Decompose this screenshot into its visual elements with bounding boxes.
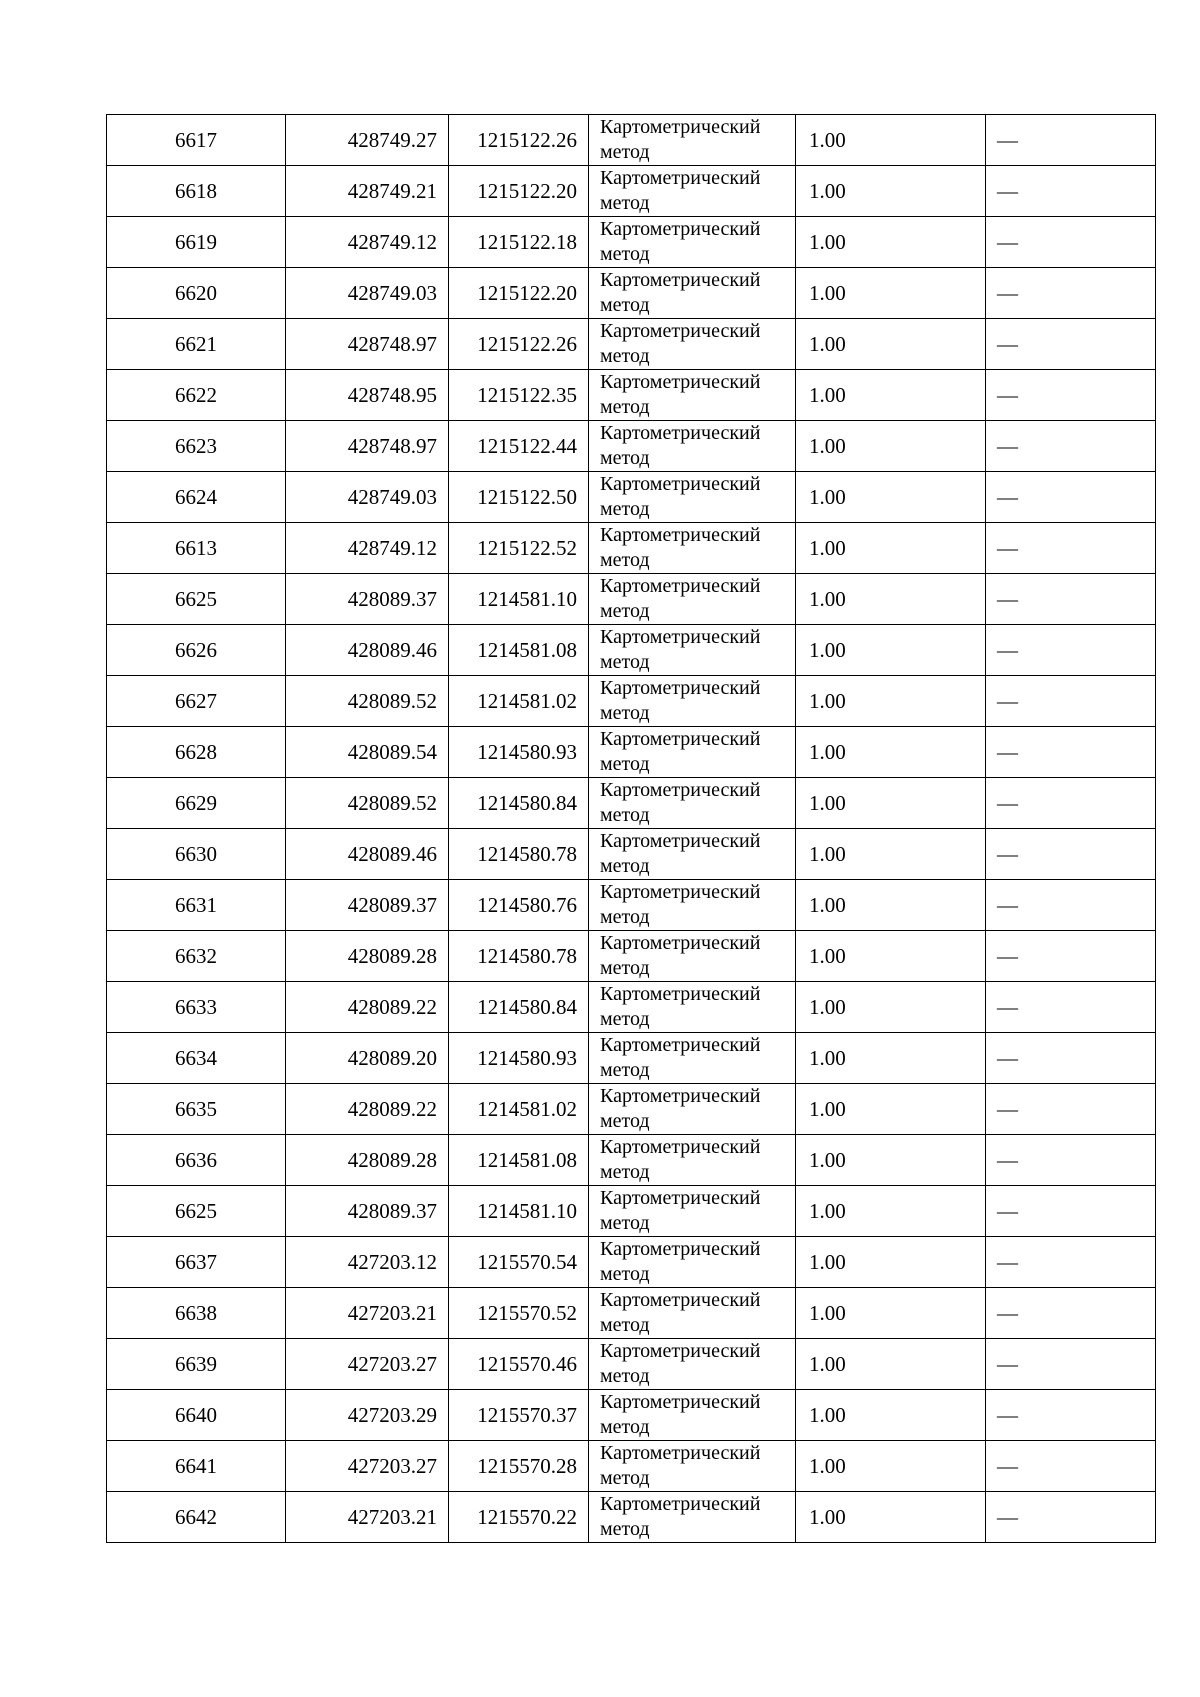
point-number-cell: 6633: [107, 982, 286, 1033]
point-number-cell: 6639: [107, 1339, 286, 1390]
accuracy-cell: 1.00: [796, 1186, 986, 1237]
method-cell: Картометрический метод: [589, 1288, 796, 1339]
point-number-cell: 6631: [107, 880, 286, 931]
y-coordinate-cell: 1214580.93: [449, 1033, 589, 1084]
coordinates-table: [106, 114, 1156, 1543]
description-cell: —: [986, 370, 1156, 421]
x-coordinate-cell: 427203.21: [286, 1288, 449, 1339]
point-number-cell: 6634: [107, 1033, 286, 1084]
y-coordinate-cell: 1214581.10: [449, 574, 589, 625]
table-row: [107, 727, 1156, 778]
y-coordinate-cell: 1215122.35: [449, 370, 589, 421]
y-coordinate-cell: 1215122.50: [449, 472, 589, 523]
description-cell: —: [986, 1492, 1156, 1543]
x-coordinate-cell: 427203.12: [286, 1237, 449, 1288]
accuracy-cell: 1.00: [796, 1441, 986, 1492]
table-row: [107, 931, 1156, 982]
x-coordinate-cell: 427203.29: [286, 1390, 449, 1441]
description-cell: —: [986, 574, 1156, 625]
x-coordinate-cell: 428748.97: [286, 319, 449, 370]
description-cell: —: [986, 1084, 1156, 1135]
description-cell: —: [986, 268, 1156, 319]
table-row: [107, 880, 1156, 931]
method-cell: Картометрический метод: [589, 523, 796, 574]
method-cell: Картометрический метод: [589, 1441, 796, 1492]
accuracy-cell: 1.00: [796, 982, 986, 1033]
point-number-cell: 6641: [107, 1441, 286, 1492]
y-coordinate-cell: 1214580.78: [449, 829, 589, 880]
table-row: [107, 676, 1156, 727]
y-coordinate-cell: 1214580.84: [449, 778, 589, 829]
x-coordinate-cell: 428089.46: [286, 625, 449, 676]
method-cell: Картометрический метод: [589, 319, 796, 370]
x-coordinate-cell: 428089.20: [286, 1033, 449, 1084]
accuracy-cell: 1.00: [796, 1237, 986, 1288]
y-coordinate-cell: 1215122.52: [449, 523, 589, 574]
method-cell: Картометрический метод: [589, 268, 796, 319]
table-row: [107, 1441, 1156, 1492]
point-number-cell: 6617: [107, 115, 286, 166]
accuracy-cell: 1.00: [796, 115, 986, 166]
method-cell: Картометрический метод: [589, 982, 796, 1033]
y-coordinate-cell: 1214581.08: [449, 625, 589, 676]
y-coordinate-cell: 1215122.20: [449, 166, 589, 217]
method-cell: Картометрический метод: [589, 370, 796, 421]
point-number-cell: 6619: [107, 217, 286, 268]
x-coordinate-cell: 427203.27: [286, 1441, 449, 1492]
description-cell: —: [986, 1186, 1156, 1237]
method-cell: Картометрический метод: [589, 574, 796, 625]
table-row: [107, 1186, 1156, 1237]
table-row: [107, 982, 1156, 1033]
accuracy-cell: 1.00: [796, 319, 986, 370]
point-number-cell: 6625: [107, 574, 286, 625]
point-number-cell: 6642: [107, 1492, 286, 1543]
x-coordinate-cell: 427203.21: [286, 1492, 449, 1543]
table-row: [107, 625, 1156, 676]
table-row: [107, 472, 1156, 523]
point-number-cell: 6635: [107, 1084, 286, 1135]
y-coordinate-cell: 1215122.26: [449, 115, 589, 166]
x-coordinate-cell: 427203.27: [286, 1339, 449, 1390]
point-number-cell: 6621: [107, 319, 286, 370]
accuracy-cell: 1.00: [796, 166, 986, 217]
accuracy-cell: 1.00: [796, 931, 986, 982]
table-row: [107, 421, 1156, 472]
description-cell: —: [986, 217, 1156, 268]
description-cell: —: [986, 421, 1156, 472]
x-coordinate-cell: 428749.21: [286, 166, 449, 217]
x-coordinate-cell: 428089.28: [286, 931, 449, 982]
y-coordinate-cell: 1214581.02: [449, 1084, 589, 1135]
table-row: [107, 1390, 1156, 1441]
description-cell: —: [986, 880, 1156, 931]
point-number-cell: 6630: [107, 829, 286, 880]
table-row: [107, 1033, 1156, 1084]
method-cell: Картометрический метод: [589, 166, 796, 217]
y-coordinate-cell: 1215570.22: [449, 1492, 589, 1543]
accuracy-cell: 1.00: [796, 676, 986, 727]
description-cell: —: [986, 931, 1156, 982]
description-cell: —: [986, 1237, 1156, 1288]
accuracy-cell: 1.00: [796, 1033, 986, 1084]
table-row: [107, 115, 1156, 166]
point-number-cell: 6624: [107, 472, 286, 523]
y-coordinate-cell: 1215122.18: [449, 217, 589, 268]
description-cell: —: [986, 1135, 1156, 1186]
accuracy-cell: 1.00: [796, 1288, 986, 1339]
accuracy-cell: 1.00: [796, 727, 986, 778]
x-coordinate-cell: 428749.12: [286, 523, 449, 574]
y-coordinate-cell: 1215570.46: [449, 1339, 589, 1390]
table-row: [107, 523, 1156, 574]
accuracy-cell: 1.00: [796, 1084, 986, 1135]
method-cell: Картометрический метод: [589, 1339, 796, 1390]
table-row: [107, 370, 1156, 421]
table-row: [107, 829, 1156, 880]
description-cell: —: [986, 1390, 1156, 1441]
x-coordinate-cell: 428749.03: [286, 472, 449, 523]
description-cell: —: [986, 166, 1156, 217]
x-coordinate-cell: 428089.28: [286, 1135, 449, 1186]
x-coordinate-cell: 428089.52: [286, 676, 449, 727]
table-row: [107, 1492, 1156, 1543]
y-coordinate-cell: 1215570.54: [449, 1237, 589, 1288]
method-cell: Картометрический метод: [589, 1390, 796, 1441]
description-cell: —: [986, 829, 1156, 880]
point-number-cell: 6636: [107, 1135, 286, 1186]
method-cell: Картометрический метод: [589, 931, 796, 982]
accuracy-cell: 1.00: [796, 268, 986, 319]
x-coordinate-cell: 428749.12: [286, 217, 449, 268]
accuracy-cell: 1.00: [796, 472, 986, 523]
point-number-cell: 6620: [107, 268, 286, 319]
method-cell: Картометрический метод: [589, 676, 796, 727]
point-number-cell: 6623: [107, 421, 286, 472]
table-row: [107, 217, 1156, 268]
method-cell: Картометрический метод: [589, 472, 796, 523]
description-cell: —: [986, 472, 1156, 523]
table-row: [107, 1339, 1156, 1390]
x-coordinate-cell: 428089.54: [286, 727, 449, 778]
x-coordinate-cell: 428089.46: [286, 829, 449, 880]
y-coordinate-cell: 1214581.10: [449, 1186, 589, 1237]
method-cell: Картометрический метод: [589, 1135, 796, 1186]
x-coordinate-cell: 428089.37: [286, 574, 449, 625]
y-coordinate-cell: 1214581.02: [449, 676, 589, 727]
accuracy-cell: 1.00: [796, 1390, 986, 1441]
table-row: [107, 1084, 1156, 1135]
point-number-cell: 6626: [107, 625, 286, 676]
description-cell: —: [986, 1441, 1156, 1492]
accuracy-cell: 1.00: [796, 523, 986, 574]
x-coordinate-cell: 428749.03: [286, 268, 449, 319]
accuracy-cell: 1.00: [796, 370, 986, 421]
point-number-cell: 6625: [107, 1186, 286, 1237]
x-coordinate-cell: 428089.52: [286, 778, 449, 829]
method-cell: Картометрический метод: [589, 625, 796, 676]
accuracy-cell: 1.00: [796, 574, 986, 625]
method-cell: Картометрический метод: [589, 115, 796, 166]
y-coordinate-cell: 1215570.28: [449, 1441, 589, 1492]
point-number-cell: 6628: [107, 727, 286, 778]
y-coordinate-cell: 1214580.76: [449, 880, 589, 931]
point-number-cell: 6638: [107, 1288, 286, 1339]
y-coordinate-cell: 1215122.20: [449, 268, 589, 319]
table-row: [107, 1135, 1156, 1186]
y-coordinate-cell: 1214581.08: [449, 1135, 589, 1186]
method-cell: Картометрический метод: [589, 778, 796, 829]
method-cell: Картометрический метод: [589, 1237, 796, 1288]
x-coordinate-cell: 428749.27: [286, 115, 449, 166]
method-cell: Картометрический метод: [589, 1084, 796, 1135]
accuracy-cell: 1.00: [796, 880, 986, 931]
x-coordinate-cell: 428748.97: [286, 421, 449, 472]
description-cell: —: [986, 778, 1156, 829]
accuracy-cell: 1.00: [796, 217, 986, 268]
x-coordinate-cell: 428748.95: [286, 370, 449, 421]
accuracy-cell: 1.00: [796, 1135, 986, 1186]
accuracy-cell: 1.00: [796, 778, 986, 829]
y-coordinate-cell: 1214580.93: [449, 727, 589, 778]
accuracy-cell: 1.00: [796, 625, 986, 676]
accuracy-cell: 1.00: [796, 421, 986, 472]
table-row: [107, 166, 1156, 217]
table-row: [107, 268, 1156, 319]
point-number-cell: 6627: [107, 676, 286, 727]
method-cell: Картометрический метод: [589, 880, 796, 931]
description-cell: —: [986, 625, 1156, 676]
point-number-cell: 6640: [107, 1390, 286, 1441]
point-number-cell: 6629: [107, 778, 286, 829]
x-coordinate-cell: 428089.37: [286, 880, 449, 931]
x-coordinate-cell: 428089.22: [286, 1084, 449, 1135]
table-row: [107, 778, 1156, 829]
table-row: [107, 1237, 1156, 1288]
method-cell: Картометрический метод: [589, 421, 796, 472]
y-coordinate-cell: 1215570.37: [449, 1390, 589, 1441]
y-coordinate-cell: 1214580.78: [449, 931, 589, 982]
point-number-cell: 6618: [107, 166, 286, 217]
accuracy-cell: 1.00: [796, 829, 986, 880]
point-number-cell: 6613: [107, 523, 286, 574]
coordinates-table-body: [107, 115, 1156, 1543]
y-coordinate-cell: 1214580.84: [449, 982, 589, 1033]
description-cell: —: [986, 115, 1156, 166]
method-cell: Картометрический метод: [589, 217, 796, 268]
y-coordinate-cell: 1215570.52: [449, 1288, 589, 1339]
x-coordinate-cell: 428089.37: [286, 1186, 449, 1237]
description-cell: —: [986, 1288, 1156, 1339]
method-cell: Картометрический метод: [589, 1492, 796, 1543]
description-cell: —: [986, 523, 1156, 574]
method-cell: Картометрический метод: [589, 1033, 796, 1084]
table-row: [107, 574, 1156, 625]
point-number-cell: 6632: [107, 931, 286, 982]
method-cell: Картометрический метод: [589, 829, 796, 880]
method-cell: Картометрический метод: [589, 1186, 796, 1237]
description-cell: —: [986, 676, 1156, 727]
accuracy-cell: 1.00: [796, 1339, 986, 1390]
y-coordinate-cell: 1215122.26: [449, 319, 589, 370]
y-coordinate-cell: 1215122.44: [449, 421, 589, 472]
description-cell: —: [986, 727, 1156, 778]
point-number-cell: 6622: [107, 370, 286, 421]
description-cell: —: [986, 319, 1156, 370]
method-cell: Картометрический метод: [589, 727, 796, 778]
point-number-cell: 6637: [107, 1237, 286, 1288]
description-cell: —: [986, 982, 1156, 1033]
x-coordinate-cell: 428089.22: [286, 982, 449, 1033]
table-row: [107, 319, 1156, 370]
description-cell: —: [986, 1339, 1156, 1390]
description-cell: —: [986, 1033, 1156, 1084]
accuracy-cell: 1.00: [796, 1492, 986, 1543]
table-row: [107, 1288, 1156, 1339]
